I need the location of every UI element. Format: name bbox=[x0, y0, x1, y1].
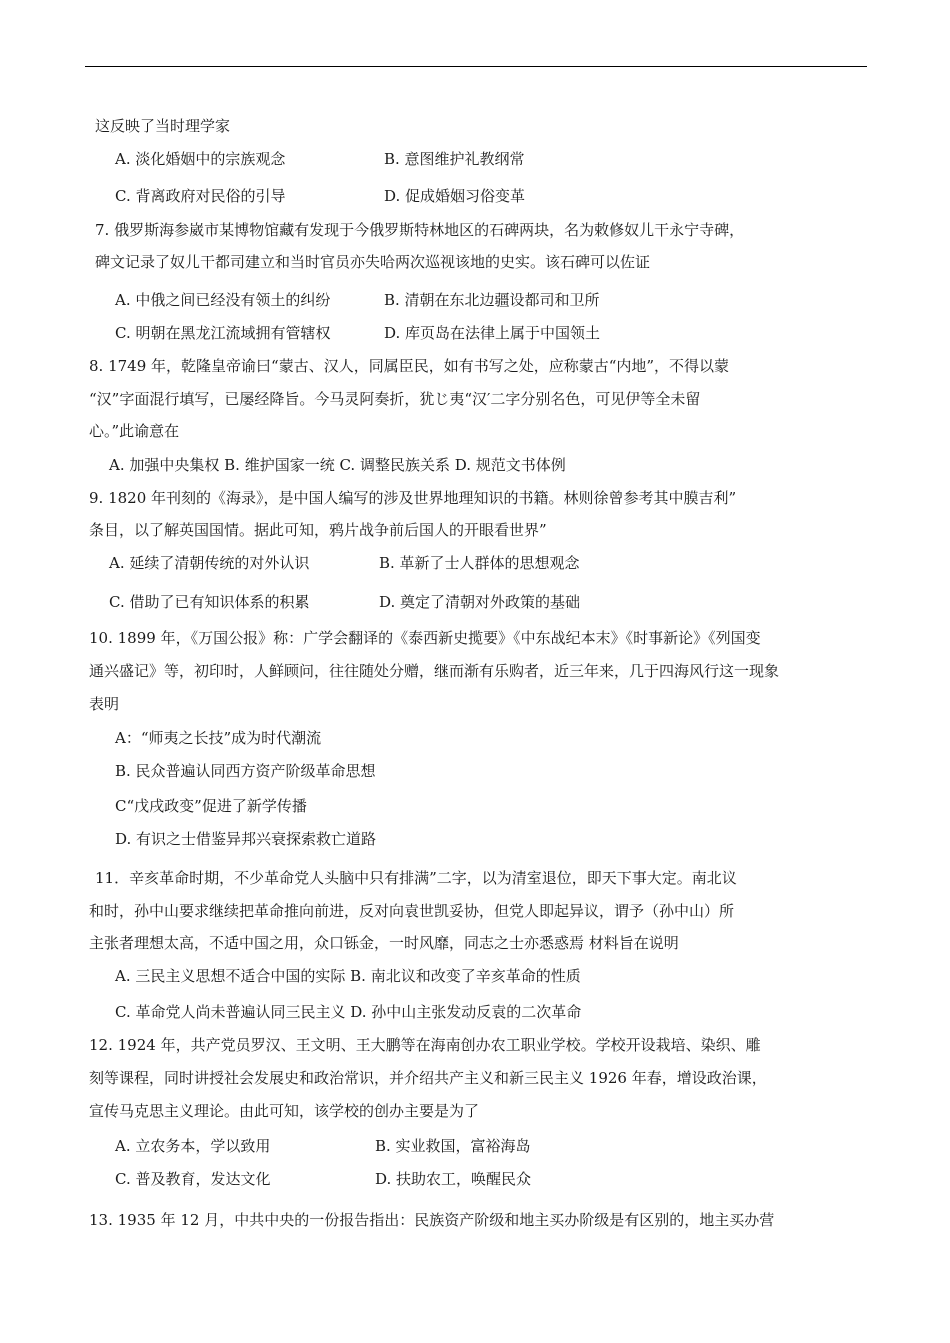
text-line: C. 革命党人尚未普遍认同三民主义 D. 孙中山主张发动反袁的二次革命 bbox=[115, 1003, 582, 1021]
text-line: A：“师夷之长技”成为时代潮流 bbox=[115, 729, 322, 747]
text-line: 通兴盛记》等，初印时，人鲜顾问，往往随处分赠，继而渐有乐购者，近三年来，几于四海风行这一现象 bbox=[89, 662, 780, 680]
text-line: 刻等课程，同时讲授社会发展史和政治常识，并介绍共产主义和新三民主义 1926 年春，增设政治课， bbox=[89, 1069, 767, 1087]
text-line: B. 实业救国，富裕海岛 bbox=[375, 1137, 531, 1155]
text-line: 这反映了当时理学家 bbox=[95, 117, 231, 135]
text-line: 7. 俄罗斯海参崴市某博物馆藏有发现于今俄罗斯特林地区的石碑两块，名为敕修奴儿干永宁寺碑， bbox=[95, 221, 745, 239]
text-line: 9. 1820 年刊刻的《海录》，是中国人编写的涉及世界地理知识的书籍。林则徐曾参考其中膜吉利” bbox=[89, 489, 737, 507]
text-line: C. 借助了已有知识体系的积累 bbox=[109, 593, 310, 611]
text-line: D. 有识之士借鉴异邦兴衰探索救亡道路 bbox=[115, 830, 377, 848]
text-line: 主张者理想太高，不适中国之用，众口铄金，一时风靡，同志之士亦悉惑焉 材料旨在说明 bbox=[89, 934, 679, 952]
text-line: 10. 1899 年，《万国公报》称：广学会翻译的《泰西新史揽要》《中东战纪本末》《时事新论》《列国变 bbox=[89, 629, 761, 647]
text-line: A. 三民主义思想不适合中国的实际 B. 南北议和改变了辛亥革命的性质 bbox=[115, 967, 581, 985]
text-line: 心。”此谕意在 bbox=[89, 422, 180, 440]
text-line: 宣传马克思主义理论。由此可知，该学校的创办主要是为了 bbox=[89, 1102, 480, 1120]
text-line: C. 明朝在黑龙江流域拥有管辖权 bbox=[115, 324, 331, 342]
text-line: B. 民众普遍认同西方资产阶级革命思想 bbox=[115, 762, 376, 780]
text-line: A. 立农务本，学以致用 bbox=[115, 1137, 271, 1155]
text-line: C. 普及教育，发达文化 bbox=[115, 1170, 271, 1188]
text-line: 11．辛亥革命时期，不少革命党人头脑中只有排满”二字，以为清室退位，即天下事大定。南北议 bbox=[95, 869, 737, 887]
text-line: D. 奠定了清朝对外政策的基础 bbox=[379, 593, 581, 611]
text-line: 条目，以了解英国国情。据此可知，鸦片战争前后国人的开眼看世界” bbox=[89, 521, 547, 539]
text-line: 12. 1924 年，共产党员罗汉、王文明、王大鹏等在海南创办农工职业学校。学校开设栽培、染织、雕 bbox=[89, 1036, 761, 1054]
text-line: A. 淡化婚姻中的宗族观念 bbox=[115, 150, 286, 168]
text-line: D. 库页岛在法律上属于中国领土 bbox=[384, 324, 601, 342]
text-line: 8. 1749 年，乾隆皇帝谕曰“蒙古、汉人，同属臣民，如有书写之处，应称蒙古“内地”，不得以蒙 bbox=[89, 357, 730, 375]
text-line: D. 扶助农工，唤醒民众 bbox=[375, 1170, 532, 1188]
text-line: C“戊戌政变”促进了新学传播 bbox=[115, 797, 307, 815]
header-rule bbox=[85, 66, 867, 67]
text-line: A. 中俄之间已经没有领土的纠纷 bbox=[115, 291, 331, 309]
text-line: B. 意图维护礼教纲常 bbox=[384, 150, 525, 168]
text-line: B. 清朝在东北边疆设都司和卫所 bbox=[384, 291, 600, 309]
text-line: B. 革新了士人群体的思想观念 bbox=[379, 554, 580, 572]
text-line: A. 加强中央集权 B. 维护国家一统 C. 调整民族关系 D. 规范文书体例 bbox=[109, 456, 566, 474]
text-line: D. 促成婚姻习俗变革 bbox=[384, 187, 526, 205]
text-line: 表明 bbox=[89, 695, 120, 713]
text-line: “汉”字面混行填写，已屡经降旨。今马灵阿奏折，犹じ夷“汉′二字分别名色，可见伊等全未留 bbox=[89, 390, 701, 408]
text-line: A. 延续了清朝传统的对外认识 bbox=[109, 554, 310, 572]
text-line: 13. 1935 年 12 月，中共中央的一份报告指出：民族资产阶级和地主买办阶级是有区别的，地主买办营 bbox=[89, 1211, 775, 1229]
text-line: 和时，孙中山要求继续把革命推向前进，反对向袁世凯妥协，但党人即起异议，谓予（孙中山）所 bbox=[89, 902, 735, 920]
text-line: C. 背离政府对民俗的引导 bbox=[115, 187, 286, 205]
text-line: 碑文记录了奴儿干都司建立和当时官员亦失哈两次巡视该地的史实。该石碑可以佐证 bbox=[95, 253, 651, 271]
